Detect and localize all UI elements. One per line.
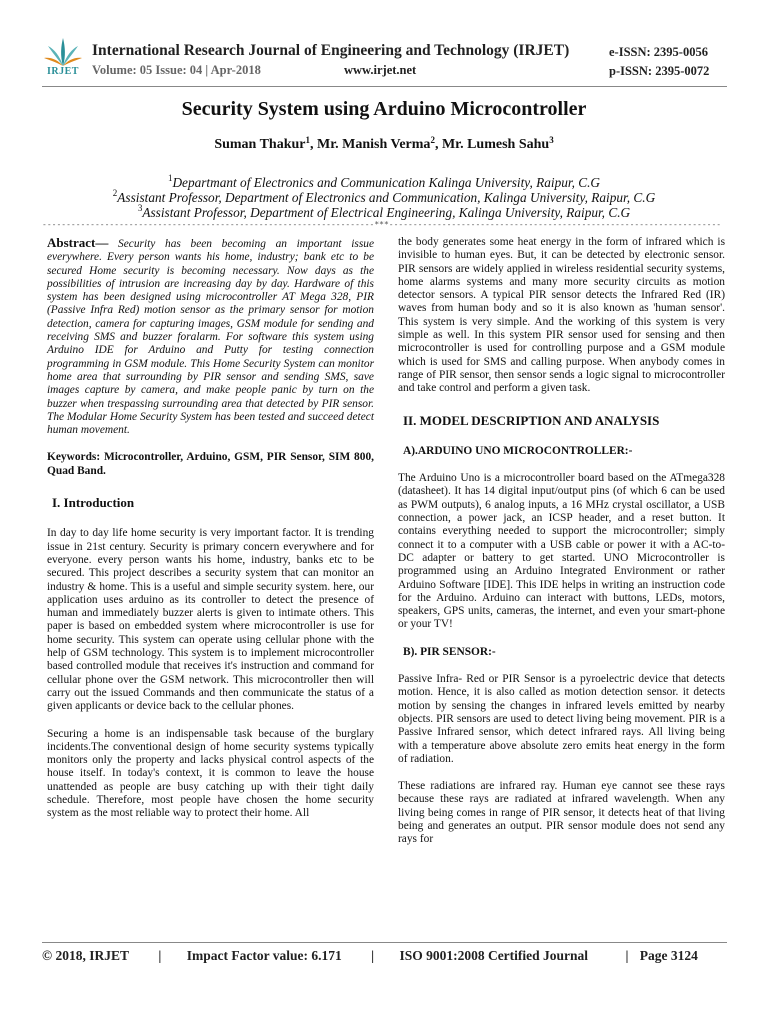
abstract <box>47 236 374 437</box>
paper-title: Security System using Arduino Microcontroller <box>181 98 587 120</box>
footer-impact-factor: Impact Factor value: 6.171 <box>186 948 342 963</box>
footer-iso: ISO 9001:2008 Certified Journal <box>399 948 589 963</box>
header-rule <box>42 86 727 87</box>
affiliation-3: $^3$Assistant Professor, Department of Electrical Engineering, Kalinga University, Raipur, C.G <box>137 203 631 220</box>
author-name: Mr. Lumesh Sahu <box>441 137 550 152</box>
p-issn: p-ISSN: 2395-0072 <box>609 64 710 78</box>
affiliation-2: $^2$Assistant Professor, Department of Electronics and Communication, Kalinga University, Raipur, C.G <box>112 188 656 205</box>
intro-paragraph: Securing a home is an indispensable task because of the burglary incidents.The conventional design of home security systems typically monitors only the property and lacks physical control aspects of the house itself. In today's context, it is common to leave the house unattended as people are busy catching up with their tight daily schedule. Therefore, most people have chosen the home security system as the most reliable way to protect their home. All <box>47 727 374 820</box>
abstract-text: Security has been becoming an important issue everywhere. Every person wants his home, industry; bank etc to be secured Home security is becoming necessary. Now days as the possibilities of intrusion are increasing day by day. Hardware of this system has been designed using microcontroller AT Mega 328, PIR (Passive Infra Red) motion sensor as the primary sensor for motion detection, camera for capturing images, GSM module for sending and receiving SMS and buzzer foralarm. For software this system using Arduino IDE for Arduino and Putty for testing connection programming in GSM module. This Home Security System can monitor home area that surrounding by PIR sensor and sending SMS, save images capture by camera, and make people panic by turn on the buzzer when trespassing surrounding area that detected by PIR sensor. The Modular Home Security System has been tested and succeed detect human movement. <box>47 238 374 437</box>
logo-text: IRJET <box>47 66 79 77</box>
subsection-heading: A).ARDUINO UNO MICROCONTROLLER:- <box>403 444 633 457</box>
affiliation-1: $^1$Departmant of Electronics and Communication Kalinga University, Raipur, C.G <box>167 173 601 190</box>
body-paragraph: The Arduino Uno is a microcontroller board based on the ATmega328 (datasheet). It has 14 digital input/output pins (of which 6 can be used as PWM outputs), 6 analog inputs, a 16 MHz crystal oscillator, a USB connection, a power jack, an ICSP header, and a reset button. It contains everything needed to support the microcontroller; simply connect it to a computer with a USB cable or power it with a AC-to- DC adapter or battery to get started. UNO Microcontroller is programmed using an Arduino Integrated Environment or rather Arduino Software [IDE]. This IDE helps in writing an instruction code for the Arduino. Arduino can interact with buttons, LEDs, motors, speakers, GPS units, cameras, the internet, and even your smart-phone or your TV! <box>398 472 725 631</box>
journal-website-link[interactable]: www.irjet.net <box>344 63 417 77</box>
body-paragraph: Passive Infra- Red or PIR Sensor is a pyroelectric device that detects motion. Hence, it is also called as motion detection sensor. it detects motion by sensing the changes in infrared levels emitted by nearby objects. PIR sensors are used to detect living being movement. PIR is a Passive Infrared sensor, which detect infrared rays. All living being with a temperature above absolute zero emits heat energy in the form of radiation. <box>398 673 725 765</box>
body-paragraph: the body generates some heat energy in the form of infrared which is invisible to human eyes. But, it can be detected by electronic sensor. PIR sensors are widely applied in wireless residential security systems, home alarms systems and many more security circuits as motion detector sensors. A typical PIR sensor detects the Infrared Red (IR) waves from human body and so it is also known as 'human sensor'. This system is very simple. And the working of this system is very simple as well. In this system PIR sensor used for sensing and then microcontroller is used for controlling purpose and a GSM module which is used for SMS and calling purpose. When anybody comes in range of PIR sensor, then sensor sends a logic signal to microcontroller and take control and perform a given task. <box>398 236 725 395</box>
abstract-label: Abstract— <box>47 235 109 250</box>
author-name: Mr. Manish Verma <box>317 137 431 152</box>
left-column <box>47 236 374 821</box>
keywords: Keywords: Microcontroller, Arduino, GSM, PIR Sensor, SIM 800, Quad Band. <box>47 451 374 477</box>
section-heading: II. MODEL DESCRIPTION AND ANALYSIS <box>403 412 660 428</box>
right-column <box>398 236 725 847</box>
page-footer: © 2018, IRJET | Impact Factor value: 6.171 | ISO 9001:2008 Certified Journal | Page 3124 <box>42 948 698 963</box>
footer-copyright: © 2018, IRJET <box>42 948 129 963</box>
author-name: Suman Thakur <box>214 137 306 152</box>
section-divider: ---------------------------------------------------------------------***--------------------------------------------------------------------- <box>42 220 722 229</box>
volume-issue: Volume: 05 Issue: 04 | Apr-2018 <box>92 63 261 77</box>
journal-title: International Research Journal of Engineering and Technology (IRJET) <box>92 42 570 59</box>
author-list: Suman Thakur$^1$, Mr. Manish Verma$^2$, Mr. Lumesh Sahu$^3$ <box>214 135 554 152</box>
subsection-heading: B). PIR SENSOR:- <box>403 645 496 658</box>
intro-paragraph: In day to day life home security is very important factor. It is trending issue in 21st century. Security is primary concern everywhere and for everyone. every person wants his home, industry, banks etc to be secured. This project describes a security system that can monitor an industry & home. This is a useful and simple security system. here, our application uses arduino as its controller to detect the presence of human and immediately buzzer alerts is given to intimate others. This paper is based on embedded system where microcontroller is use for home security. This system can operate using cellular phone with the help of GSM technology. This system is to implement microcontroller based controlled module that receives it's instruction and command for cellular phone over the GSM network. This microcontroller then will carry out the issued Commands and then communicate the status of a given applicants or device back to the cellular phones. <box>47 527 374 713</box>
footer-page-number: Page 3124 <box>639 948 698 963</box>
body-paragraph: These radiations are infrared ray. Human eye cannot see these rays because these rays are radiated at infrared wavelength. When any living being comes in range of PIR sensor, it detects heat of that living being and generates an output. PIR sensor module does not send any rays for <box>398 780 725 846</box>
intro-heading: I. Introduction <box>52 495 135 511</box>
e-issn: e-ISSN: 2395-0056 <box>609 45 708 59</box>
footer-rule <box>42 942 727 943</box>
